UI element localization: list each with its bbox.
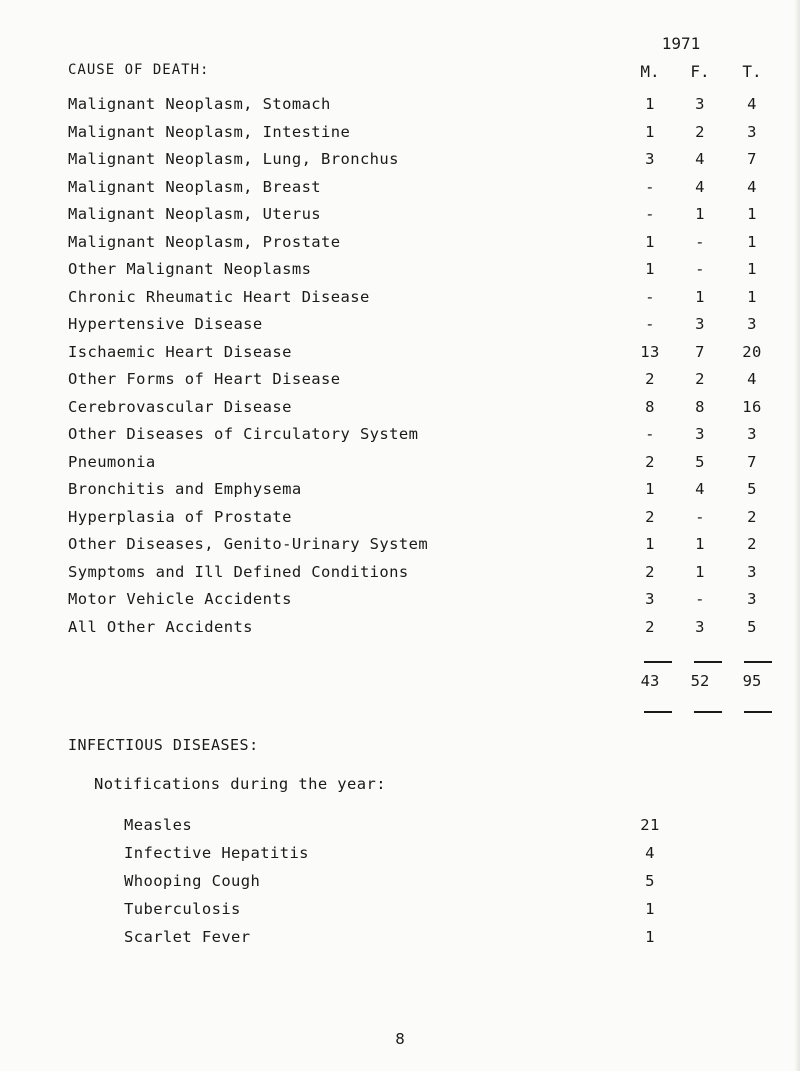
- female-count: 4: [695, 150, 705, 168]
- cause-label: Malignant Neoplasm, Intestine: [68, 122, 351, 141]
- male-count: 2: [645, 562, 655, 581]
- male-count: 2: [645, 370, 655, 388]
- total-count: 1: [747, 205, 757, 223]
- male-count: 1: [645, 232, 655, 251]
- female-count: -: [695, 232, 705, 251]
- cause-row: [68, 315, 757, 339]
- column-header-male: M.: [640, 62, 660, 81]
- female-count: 7: [695, 342, 705, 361]
- cause-label: Other Diseases of Circulatory System: [68, 425, 419, 443]
- cause-row: [68, 287, 757, 312]
- cause-of-death-header: CAUSE OF DEATH:: [68, 62, 210, 78]
- female-count: 3: [695, 617, 705, 636]
- female-count: 1: [695, 287, 705, 306]
- cause-label: Symptoms and Ill Defined Conditions: [68, 562, 409, 581]
- female-count: 8: [695, 397, 705, 416]
- cause-row: [68, 617, 757, 642]
- disease-label: Measles: [124, 816, 193, 834]
- year-heading: 1971: [661, 34, 701, 53]
- male-count: -: [645, 177, 655, 196]
- cause-row: [68, 507, 757, 532]
- infectious-item: [124, 844, 684, 868]
- cause-row: [68, 562, 757, 587]
- cause-label: Other Forms of Heart Disease: [68, 370, 341, 388]
- male-count: 1: [645, 480, 655, 498]
- notification-count: 5: [645, 872, 655, 890]
- total-count: 5: [747, 617, 757, 636]
- male-count: 1: [645, 122, 655, 141]
- total-count: 5: [747, 480, 757, 498]
- male-count: 13: [640, 342, 660, 361]
- cause-label: Malignant Neoplasm, Breast: [68, 177, 322, 196]
- infectious-item: [124, 816, 684, 840]
- cause-row: [68, 177, 757, 202]
- cause-row: [68, 122, 757, 147]
- total-count: 4: [747, 370, 757, 388]
- female-count: 2: [695, 122, 705, 141]
- cause-label: Malignant Neoplasm, Prostate: [68, 232, 341, 251]
- cause-row: [68, 425, 757, 449]
- cause-label: Ischaemic Heart Disease: [68, 342, 292, 361]
- total-count: 3: [747, 590, 757, 608]
- cause-label: Cerebrovascular Disease: [68, 397, 292, 416]
- cause-row: [68, 232, 757, 257]
- total-rule-female-top: [694, 661, 722, 663]
- cause-label: All Other Accidents: [68, 617, 253, 636]
- female-count: 2: [695, 370, 705, 388]
- male-count: 2: [645, 617, 655, 636]
- cause-row: [68, 205, 757, 229]
- total-rule-male-top: [644, 661, 672, 663]
- female-count: 3: [695, 425, 705, 443]
- total-rule-total-top: [744, 661, 772, 663]
- cause-label: Bronchitis and Emphysema: [68, 480, 302, 498]
- total-count: 7: [747, 452, 757, 471]
- notification-count: 21: [640, 816, 660, 834]
- female-count: 4: [695, 177, 705, 196]
- cause-row: [68, 480, 757, 504]
- total-female: 52: [690, 672, 710, 690]
- total-count: 4: [747, 177, 757, 196]
- male-count: 1: [645, 95, 655, 113]
- cause-row: [68, 342, 762, 367]
- infectious-item: [124, 928, 684, 952]
- cause-label: Pneumonia: [68, 452, 156, 471]
- disease-label: Infective Hepatitis: [124, 844, 309, 862]
- cause-label: Malignant Neoplasm, Stomach: [68, 95, 331, 113]
- total-count: 16: [742, 397, 762, 416]
- page-edge-shadow: [794, 0, 800, 1071]
- total-rule-male-bottom: [644, 711, 672, 713]
- cause-label: Motor Vehicle Accidents: [68, 590, 292, 608]
- total-count: 3: [747, 425, 757, 443]
- female-count: 1: [695, 562, 705, 581]
- male-count: 3: [645, 590, 655, 608]
- female-count: -: [695, 260, 705, 278]
- cause-row: [68, 260, 757, 284]
- cause-label: Hypertensive Disease: [68, 315, 263, 333]
- male-count: 1: [645, 260, 655, 278]
- total-count: 3: [747, 562, 757, 581]
- cause-label: Malignant Neoplasm, Uterus: [68, 205, 322, 223]
- cause-row: [68, 95, 757, 119]
- cause-row: [68, 397, 762, 422]
- male-count: 1: [645, 535, 655, 553]
- total-count: 1: [747, 260, 757, 278]
- female-count: -: [695, 507, 705, 526]
- disease-label: Tuberculosis: [124, 900, 241, 918]
- column-header-total: T.: [742, 62, 762, 81]
- female-count: 4: [695, 480, 705, 498]
- total-rule-female-bottom: [694, 711, 722, 713]
- infectious-diseases-title: INFECTIOUS DISEASES:: [68, 736, 259, 754]
- male-count: -: [645, 205, 655, 223]
- male-count: -: [645, 315, 655, 333]
- cause-label: Malignant Neoplasm, Lung, Bronchus: [68, 150, 399, 168]
- total-count: 2: [747, 535, 757, 553]
- total-count: 3: [747, 315, 757, 333]
- cause-row: [68, 150, 757, 174]
- disease-label: Whooping Cough: [124, 872, 261, 890]
- total-count: 2: [747, 507, 757, 526]
- cause-label: Chronic Rheumatic Heart Disease: [68, 287, 370, 306]
- female-count: 5: [695, 452, 705, 471]
- cause-row: [68, 590, 757, 614]
- female-count: 3: [695, 315, 705, 333]
- disease-label: Scarlet Fever: [124, 928, 251, 946]
- infectious-item: [124, 900, 684, 924]
- notifications-subtitle: Notifications during the year:: [94, 775, 386, 793]
- total-count: 1: [747, 287, 757, 306]
- total-count: 20: [742, 342, 762, 361]
- total-total: 95: [742, 672, 762, 690]
- cause-row: [68, 535, 757, 559]
- total-count: 4: [747, 95, 757, 113]
- page-number: 8: [395, 1030, 405, 1048]
- female-count: 1: [695, 535, 705, 553]
- total-count: 7: [747, 150, 757, 168]
- cause-label: Hyperplasia of Prostate: [68, 507, 292, 526]
- notification-count: 1: [645, 900, 655, 918]
- cause-label: Other Diseases, Genito-Urinary System: [68, 535, 429, 553]
- total-rule-total-bottom: [744, 711, 772, 713]
- total-count: 3: [747, 122, 757, 141]
- male-count: -: [645, 287, 655, 306]
- male-count: 3: [645, 150, 655, 168]
- column-header-female: F.: [690, 62, 710, 81]
- female-count: -: [695, 590, 705, 608]
- female-count: 1: [695, 205, 705, 223]
- notification-count: 1: [645, 928, 655, 946]
- male-count: 8: [645, 397, 655, 416]
- total-count: 1: [747, 232, 757, 251]
- male-count: 2: [645, 452, 655, 471]
- cause-row: [68, 370, 757, 394]
- male-count: -: [645, 425, 655, 443]
- notification-count: 4: [645, 844, 655, 862]
- male-count: 2: [645, 507, 655, 526]
- total-male: 43: [640, 672, 660, 690]
- female-count: 3: [695, 95, 705, 113]
- cause-row: [68, 452, 757, 477]
- infectious-item: [124, 872, 684, 896]
- cause-label: Other Malignant Neoplasms: [68, 260, 312, 278]
